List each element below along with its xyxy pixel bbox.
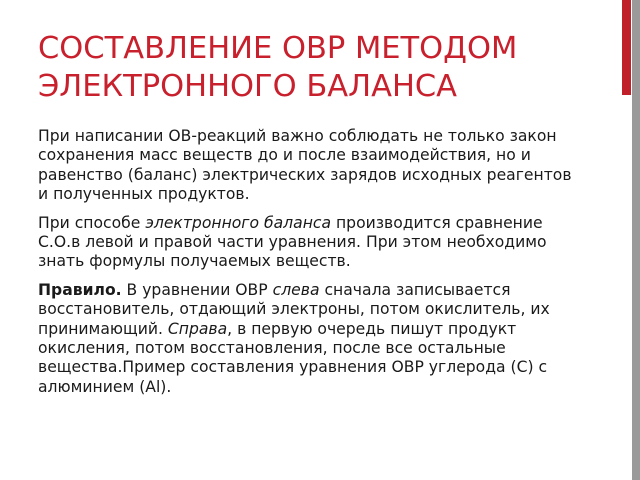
text-run: производится сравнение С.О.в левой и правой части уравнения. При этом необходимо знать формулы получаемых веществ. xyxy=(38,213,547,271)
text-run: При способе xyxy=(38,213,146,232)
emphasis-right: Справа xyxy=(167,319,228,338)
slide-body xyxy=(38,127,583,406)
accent-stripe xyxy=(622,0,631,95)
paragraph-rule xyxy=(38,281,583,397)
rule-label: Правило. xyxy=(38,280,122,299)
text-run: , в первую очередь пишут продукт окисления, потом восстановления, после все остальные вещества.Пример составления уравнения ОВР углерода (С) с алюминием (Al). xyxy=(38,319,548,396)
paragraph-electron-balance xyxy=(38,214,583,272)
text-run: В уравнении ОВР xyxy=(121,280,273,299)
edge-stripe xyxy=(632,0,640,480)
emphasis-left: слева xyxy=(272,280,320,299)
paragraph-conservation: При написании ОВ-реакций важно соблюдать не только закон сохранения масс веществ до и после взаимодействия, но и равенство (баланс) электрических зарядов исходных реагентов и полученных продуктов. xyxy=(38,127,572,204)
slide-title: СОСТАВЛЕНИЕ ОВР МЕТОДОМ ЭЛЕКТРОННОГО БАЛАНСА xyxy=(38,31,518,104)
emphasis-electron-balance: электронного баланса xyxy=(145,213,332,232)
text-run: сначала записывается восстановитель, отдающий электроны, потом окислитель, их принимающий. xyxy=(38,280,550,338)
